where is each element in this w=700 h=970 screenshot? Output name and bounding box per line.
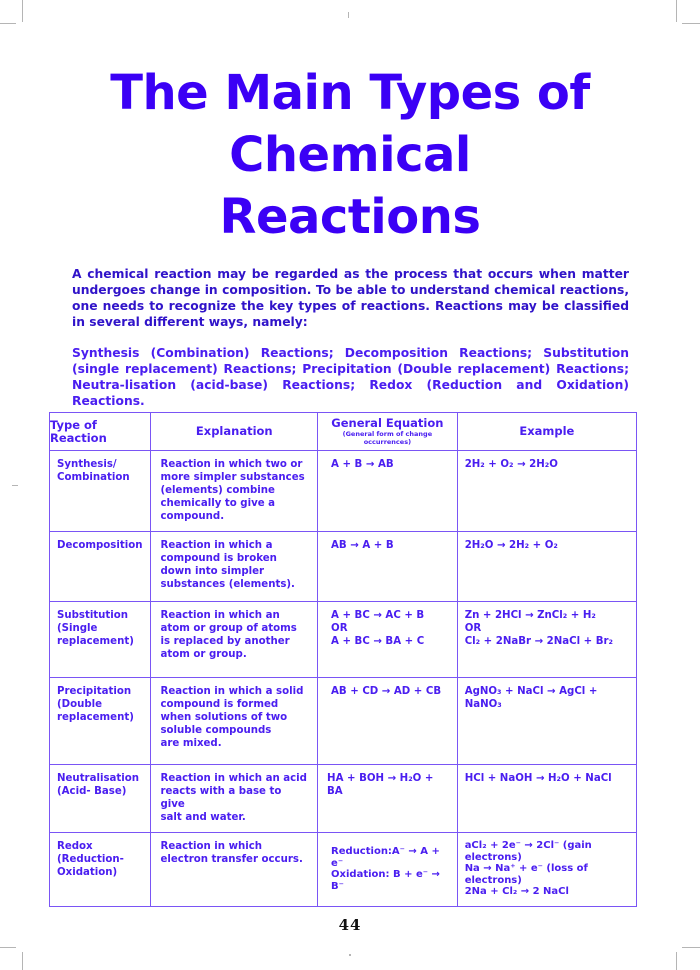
cell-equation: A + BC → AC + B OR A + BC → BA + C: [331, 610, 425, 647]
crop-mark-bottom-center: [349, 954, 351, 956]
intro-paragraph: A chemical reaction may be regarded as the process that occurs when matter undergoes change in composition. To be able to understand chemical reactions, one needs to recognize the key types of reactions. Reactions may be classified in several different ways, namely:: [72, 267, 629, 329]
table-row-neutralisation: [50, 765, 637, 833]
cell-explanation: Reaction in which electron transfer occurs.: [160, 841, 303, 865]
table-row-synthesis: [50, 451, 637, 532]
cell-equation: AB + CD → AD + CB: [331, 686, 442, 697]
cell-equation: AB → A + B: [331, 540, 394, 551]
crop-mark-top-left-h: [0, 23, 16, 24]
header-example: Example: [457, 413, 636, 451]
header-equation: [318, 413, 458, 451]
crop-mark-top-right-h: [682, 23, 700, 24]
crop-mark-bottom-left-v: [22, 952, 23, 970]
crop-mark-left-center: [12, 485, 18, 486]
header-equation-subtitle: (General form of change occurrences): [342, 430, 433, 446]
table-row-precipitation: [50, 678, 637, 765]
cell-type: Redox (Reduction- Oxidation): [57, 841, 124, 878]
cell-example: Zn + 2HCl → ZnCl₂ + H₂ OR Cl₂ + 2NaBr → 2NaCl + Br₂: [464, 610, 613, 647]
cell-explanation: Reaction in which an atom or group of atoms is replaced by another atom or group.: [160, 610, 297, 660]
crop-mark-bottom-right-v: [676, 952, 677, 970]
crop-mark-top-right-v: [676, 0, 677, 22]
table-row-decomposition: [50, 532, 637, 602]
cell-type: Synthesis/ Combination: [57, 459, 130, 483]
title-line-1: The Main Types of: [110, 65, 590, 121]
cell-example: 2H₂O → 2H₂ + O₂: [464, 540, 558, 551]
cell-equation: HA + BOH → H₂O + BA: [327, 773, 434, 797]
cell-example: AgNO₃ + NaCl → AgCl + NaNO₃: [464, 686, 598, 710]
cell-explanation: Reaction in which a compound is broken down into simpler substances (elements).: [160, 540, 295, 590]
header-type: Type of Reaction: [50, 413, 151, 451]
title-line-2: Chemical: [229, 127, 471, 183]
cell-example: HCl + NaOH → H₂O + NaCl: [464, 773, 612, 784]
cell-equation: A + B → AB: [331, 459, 394, 470]
crop-mark-bottom-right-h: [682, 947, 700, 948]
crop-mark-top-left-v: [22, 0, 23, 22]
cell-explanation: Reaction in which a solid compound is formed when solutions of two soluble compounds are mixed.: [160, 686, 304, 749]
cell-type: Substitution (Single replacement): [57, 610, 134, 647]
table-row-redox: [50, 833, 637, 907]
title-line-3: Reactions: [219, 189, 481, 245]
table-row-substitution: [50, 602, 637, 678]
header-explanation: Explanation: [151, 413, 318, 451]
cell-type: Precipitation (Double replacement): [57, 686, 134, 723]
crop-mark-bottom-left-h: [0, 947, 16, 948]
types-list-paragraph: Synthesis (Combination) Reactions; Decomposition Reactions; Substitution (single replacement) Reactions; Precipitation (Double replacement) Reactions; Neutra-lisation (acid-base) Reactions; Redox (Reduction and Oxidation) Reactions.: [72, 346, 629, 408]
page-number: 44: [338, 916, 362, 934]
page-title: [0, 62, 700, 248]
crop-mark-top-center: [348, 12, 349, 18]
cell-explanation: Reaction in which two or more simpler substances (elements) combine chemically to give a compound.: [160, 459, 305, 522]
cell-example: 2H₂ + O₂ → 2H₂O: [464, 459, 558, 470]
cell-type: Neutralisation (Acid- Base): [57, 773, 139, 797]
cell-equation: Reduction:A⁻ → A + e⁻ Oxidation: B + e⁻ → B⁻: [331, 846, 440, 892]
header-equation-title: General Equation: [331, 416, 444, 430]
reaction-types-table: [49, 412, 637, 907]
cell-example: aCl₂ + 2e⁻ → 2Cl⁻ (gain electrons) Na → Na⁺ + e⁻ (loss of electrons) 2Na + Cl₂ → 2 NaCl: [464, 840, 592, 897]
cell-explanation: Reaction in which an acid reacts with a base to give salt and water.: [160, 773, 307, 823]
cell-type: Decomposition: [57, 540, 143, 551]
table-header-row: [50, 413, 637, 451]
